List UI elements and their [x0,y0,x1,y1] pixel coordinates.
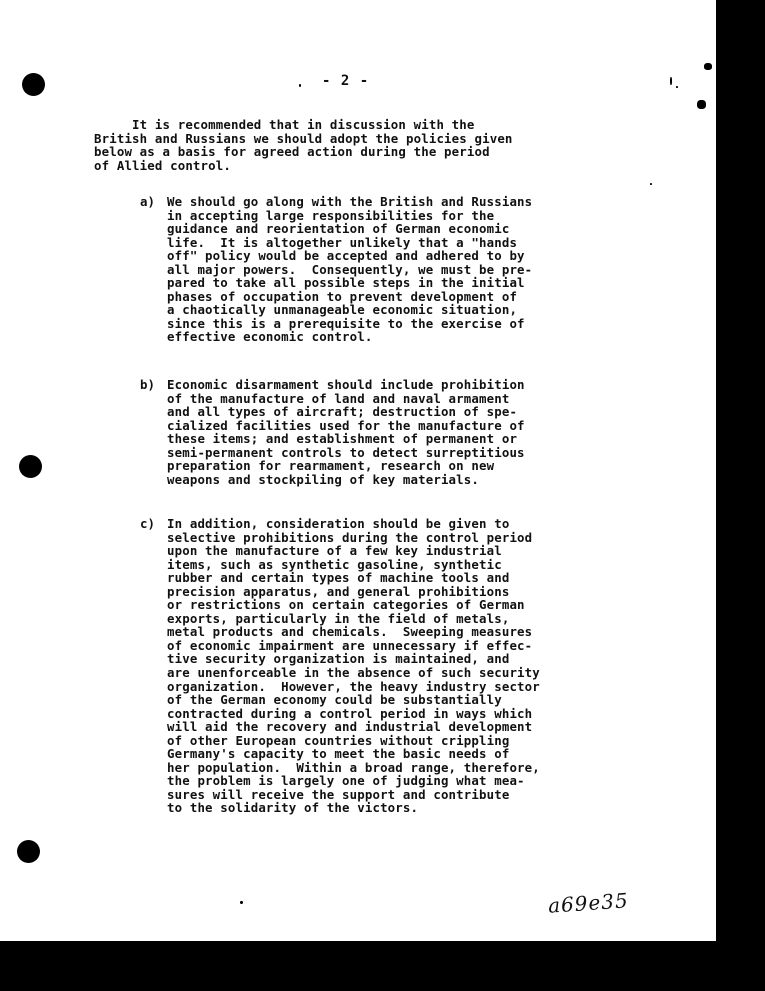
item-line: pared to take all possible steps in the initial [167,275,525,291]
item-line: sures will receive the support and contribute [167,786,510,802]
punch-hole-top [22,73,45,96]
item-line: effective economic control. [167,329,373,345]
intro-line: It is recommended that in discussion with the [94,117,475,132]
item-line: these items; and establishment of permanent or [167,431,518,447]
intro-line: below as a basis for agreed action during the period [94,144,490,160]
item-line: in accepting large responsibilities for the [167,207,495,223]
item-line: organization. However, the heavy industry sector [167,678,540,694]
item-body [167,378,525,486]
item-line: metal products and chemicals. Sweeping measures [167,624,533,640]
item-line: of other European countries without crippling [167,732,510,748]
scan-border-right [716,0,765,991]
ink-speck [240,901,243,904]
item-line: contracted during a control period in ways which [167,705,533,721]
item-line: of the manufacture of land and naval armament [167,390,510,406]
page-number: - 2 - [322,73,370,89]
item-line: precision apparatus, and general prohibitions [167,583,510,599]
handwritten-annotation: a69e35 [547,888,630,918]
item-line: weapons and stockpiling of key materials. [167,471,480,487]
item-line: preparation for rearmament, research on new [167,458,495,474]
item-line: exports, particularly in the field of metals, [167,610,510,626]
item-line: the problem is largely one of judging what mea- [167,773,525,789]
item-line: off" policy would be accepted and adhered to by [167,248,525,264]
item-line: since this is a prerequisite to the exercise of [167,315,525,331]
scan-border-bottom [0,941,716,991]
item-label: b) [140,377,155,392]
punch-hole-bottom [17,840,40,863]
item-line: cialized facilities used for the manufacture of [167,417,525,433]
item-line: of economic impairment are unnecessary if effec- [167,637,533,653]
item-line: We should go along with the British and Russians [167,194,533,209]
item-line: her population. Within a broad range, therefore, [167,759,540,775]
item-line: or restrictions on certain categories of German [167,597,525,613]
item-line: tive security organization is maintained, and [167,651,510,667]
item-line: to the solidarity of the victors. [167,800,419,816]
item-line: are unenforceable in the absence of such security [167,665,540,681]
ink-speck [670,77,672,85]
item-line: and all types of aircraft; destruction of spe- [167,404,518,420]
item-line: will aid the recovery and industrial development [167,719,533,735]
item-line: a chaotically unmanageable economic situation, [167,302,518,318]
item-line: Germany's capacity to meet the basic needs of [167,746,510,762]
punch-hole-middle [19,455,42,478]
item-line: life. It is altogether unlikely that a "hands [167,234,518,250]
item-line: Economic disarmament should include prohibition [167,377,525,392]
item-label: a) [140,194,155,209]
item-line: guidance and reorientation of German economic [167,221,510,237]
intro-line: British and Russians we should adopt the policies given [94,130,513,146]
item-line: of the German economy could be substantially [167,692,502,708]
ink-speck [650,183,652,185]
ink-speck [676,86,678,88]
item-line: phases of occupation to prevent development of [167,288,518,304]
ink-speck [704,63,712,70]
item-line: rubber and certain types of machine tools and [167,570,510,586]
ink-speck [299,84,301,87]
item-body [167,517,540,815]
ink-speck [697,100,706,109]
item-line: upon the manufacture of a few key industrial [167,543,502,559]
intro-line: of Allied control. [94,157,231,173]
intro-paragraph [94,118,513,172]
item-line: selective prohibitions during the control period [167,529,533,545]
item-line: all major powers. Consequently, we must be pre- [167,261,533,277]
item-line: In addition, consideration should be given to [167,516,510,531]
item-line: items, such as synthetic gasoline, synthetic [167,556,502,572]
item-label: c) [140,516,155,531]
item-body [167,195,532,344]
item-line: semi-permanent controls to detect surreptitious [167,444,525,460]
